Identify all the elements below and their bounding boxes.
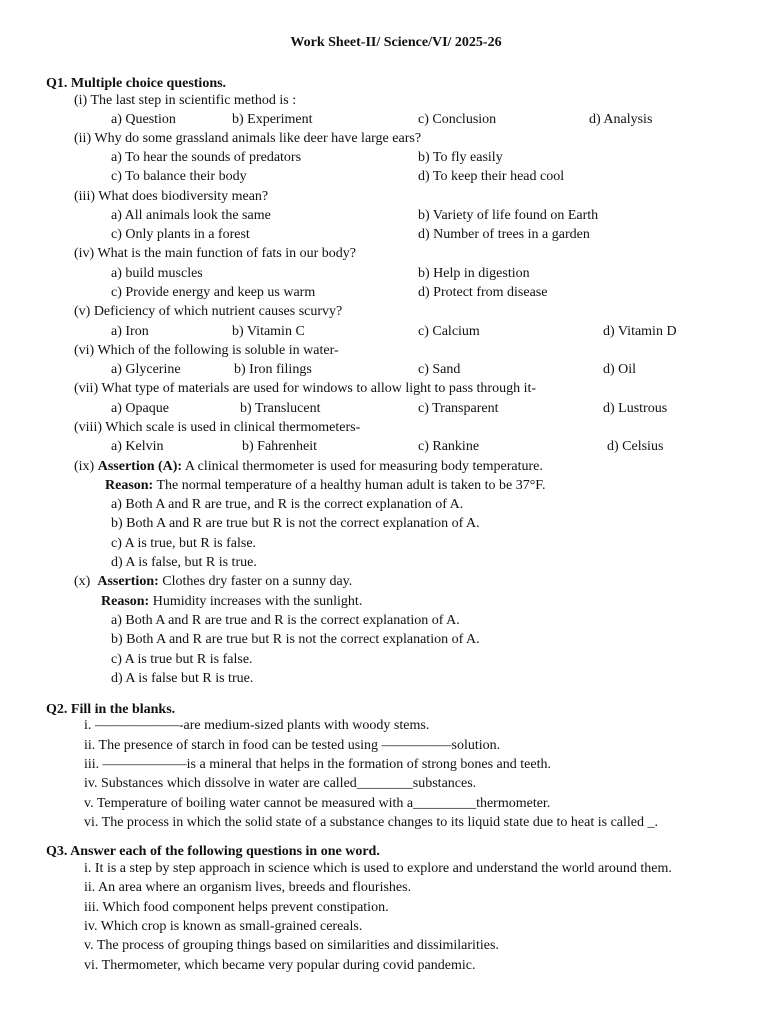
q1-iv-option-a: a) build muscles (111, 266, 203, 281)
q1-iv-question: (iv) What is the main function of fats in our body? (74, 246, 357, 261)
q1-ix-reason-text: The normal temperature of a healthy human adult is taken to be 37°F. (156, 478, 546, 493)
q1-ii-option-c: c) To balance their body (111, 169, 247, 184)
q2-item: v. Temperature of boiling water cannot be measured with a_________thermometer. (84, 796, 551, 811)
q1-v-option-d: d) Vitamin D (603, 324, 677, 339)
q3-item: v. The process of grouping things based on similarities and dissimilarities. (84, 938, 499, 953)
q1-i-option-c: c) Conclusion (418, 112, 497, 127)
q1-vi-question: (vi) Which of the following is soluble in water- (74, 343, 339, 358)
q3-item: vi. Thermometer, which became very popular during covid pandemic. (84, 958, 476, 973)
worksheet-title: Work Sheet-II/ Science/VI/ 2025-26 (290, 35, 502, 50)
q1-viii-option-a: a) Kelvin (111, 439, 164, 454)
q1-ix-number: (ix) (74, 459, 95, 474)
q1-vii-option-b: b) Translucent (240, 401, 321, 416)
q1-iii-option-a: a) All animals look the same (111, 208, 271, 223)
q1-heading: Q1. Multiple choice questions. (46, 76, 227, 91)
q3-item: i. It is a step by step approach in science which is used to explore and understand the world around them. (84, 861, 672, 876)
q1-i-option-a: a) Question (111, 112, 176, 127)
q1-iii-option-b: b) Variety of life found on Earth (418, 208, 599, 223)
q1-ix-assertion-text: A clinical thermometer is used for measuring body temperature. (184, 459, 543, 474)
q1-x-reason-text: Humidity increases with the sunlight. (152, 594, 363, 609)
q1-vii-option-d: d) Lustrous (603, 401, 668, 416)
q1-i-option-b: b) Experiment (232, 112, 313, 127)
q1-iv-option-c: c) Provide energy and keep us warm (111, 285, 316, 300)
q1-i-question: (i) The last step in scientific method is : (74, 93, 297, 108)
q1-ii-option-d: d) To keep their head cool (418, 169, 565, 184)
q2-item: vi. The process in which the solid state of a substance changes to its liquid state due to heat is called _. (84, 815, 658, 830)
q1-x-option-d: d) A is false but R is true. (111, 671, 254, 686)
q1-iii-option-c: c) Only plants in a forest (111, 227, 250, 242)
q1-ix-reason-label: Reason: (105, 478, 154, 493)
q1-viii-question: (viii) Which scale is used in clinical thermometers- (74, 420, 361, 435)
q1-x-option-c: c) A is true but R is false. (111, 652, 253, 667)
q3-heading: Q3. Answer each of the following questions in one word. (46, 844, 380, 859)
q1-ix-assertion-label: Assertion (A): (97, 459, 183, 474)
q2-item: iv. Substances which dissolve in water are called________substances. (84, 776, 477, 791)
q1-vi-option-a: a) Glycerine (111, 362, 181, 377)
q2-item: iii. ——————is a mineral that helps in the formation of strong bones and teeth. (84, 757, 551, 772)
q1-x-reason (101, 594, 362, 610)
q1-v-question: (v) Deficiency of which nutrient causes scurvy? (74, 304, 343, 319)
q1-iii-option-d: d) Number of trees in a garden (418, 227, 590, 242)
q3-item: iv. Which crop is known as small-grained cereals. (84, 919, 363, 934)
q1-vi-option-b: b) Iron filings (234, 362, 312, 377)
q1-iv-option-b: b) Help in digestion (418, 266, 530, 281)
q1-x-option-a: a) Both A and R are true and R is the correct explanation of A. (111, 613, 460, 628)
q1-vii-question: (vii) What type of materials are used for windows to allow light to pass through it- (74, 381, 537, 396)
q1-x-question (74, 574, 352, 590)
q1-viii-option-b: b) Fahrenheit (242, 439, 318, 454)
q1-x-option-b: b) Both A and R are true but R is not the correct explanation of A. (111, 632, 480, 647)
q3-item: ii. An area where an organism lives, breeds and flourishes. (84, 880, 412, 895)
q1-vii-option-c: c) Transparent (418, 401, 499, 416)
q1-ix-option-b: b) Both A and R are true but R is not the correct explanation of A. (111, 516, 480, 531)
q2-item: i. ——————-are medium-sized plants with woody stems. (84, 718, 430, 733)
q1-ix-option-d: d) A is false, but R is true. (111, 555, 257, 570)
q1-ix-option-a: a) Both A and R are true, and R is the correct explanation of A. (111, 497, 464, 512)
q1-ix-question (74, 459, 543, 475)
q1-x-reason-label: Reason: (101, 594, 150, 609)
q1-ix-option-c: c) A is true, but R is false. (111, 536, 257, 551)
q1-v-option-c: c) Calcium (418, 324, 480, 339)
q1-iii-question: (iii) What does biodiversity mean? (74, 189, 269, 204)
q1-v-option-b: b) Vitamin C (232, 324, 305, 339)
q1-vii-option-a: a) Opaque (111, 401, 169, 416)
q1-viii-option-c: c) Rankine (418, 439, 480, 454)
q1-vi-option-d: d) Oil (603, 362, 637, 377)
q2-item: ii. The presence of starch in food can be tested using —————solution. (84, 738, 501, 753)
q2-heading: Q2. Fill in the blanks. (46, 702, 176, 717)
q3-item: iii. Which food component helps prevent constipation. (84, 900, 389, 915)
q1-vi-option-c: c) Sand (418, 362, 461, 377)
q1-i-option-d: d) Analysis (589, 112, 653, 127)
q1-ii-option-b: b) To fly easily (418, 150, 503, 165)
q1-ii-question: (ii) Why do some grassland animals like deer have large ears? (74, 131, 422, 146)
q1-x-number: (x) (74, 574, 91, 589)
q1-v-option-a: a) Iron (111, 324, 149, 339)
q1-iv-option-d: d) Protect from disease (418, 285, 548, 300)
q1-viii-option-d: d) Celsius (607, 439, 664, 454)
q1-ii-option-a: a) To hear the sounds of predators (111, 150, 302, 165)
q1-x-assertion-text: Clothes dry faster on a sunny day. (162, 574, 353, 589)
q1-ix-reason (105, 478, 545, 494)
q1-x-assertion-label: Assertion: (97, 574, 159, 589)
